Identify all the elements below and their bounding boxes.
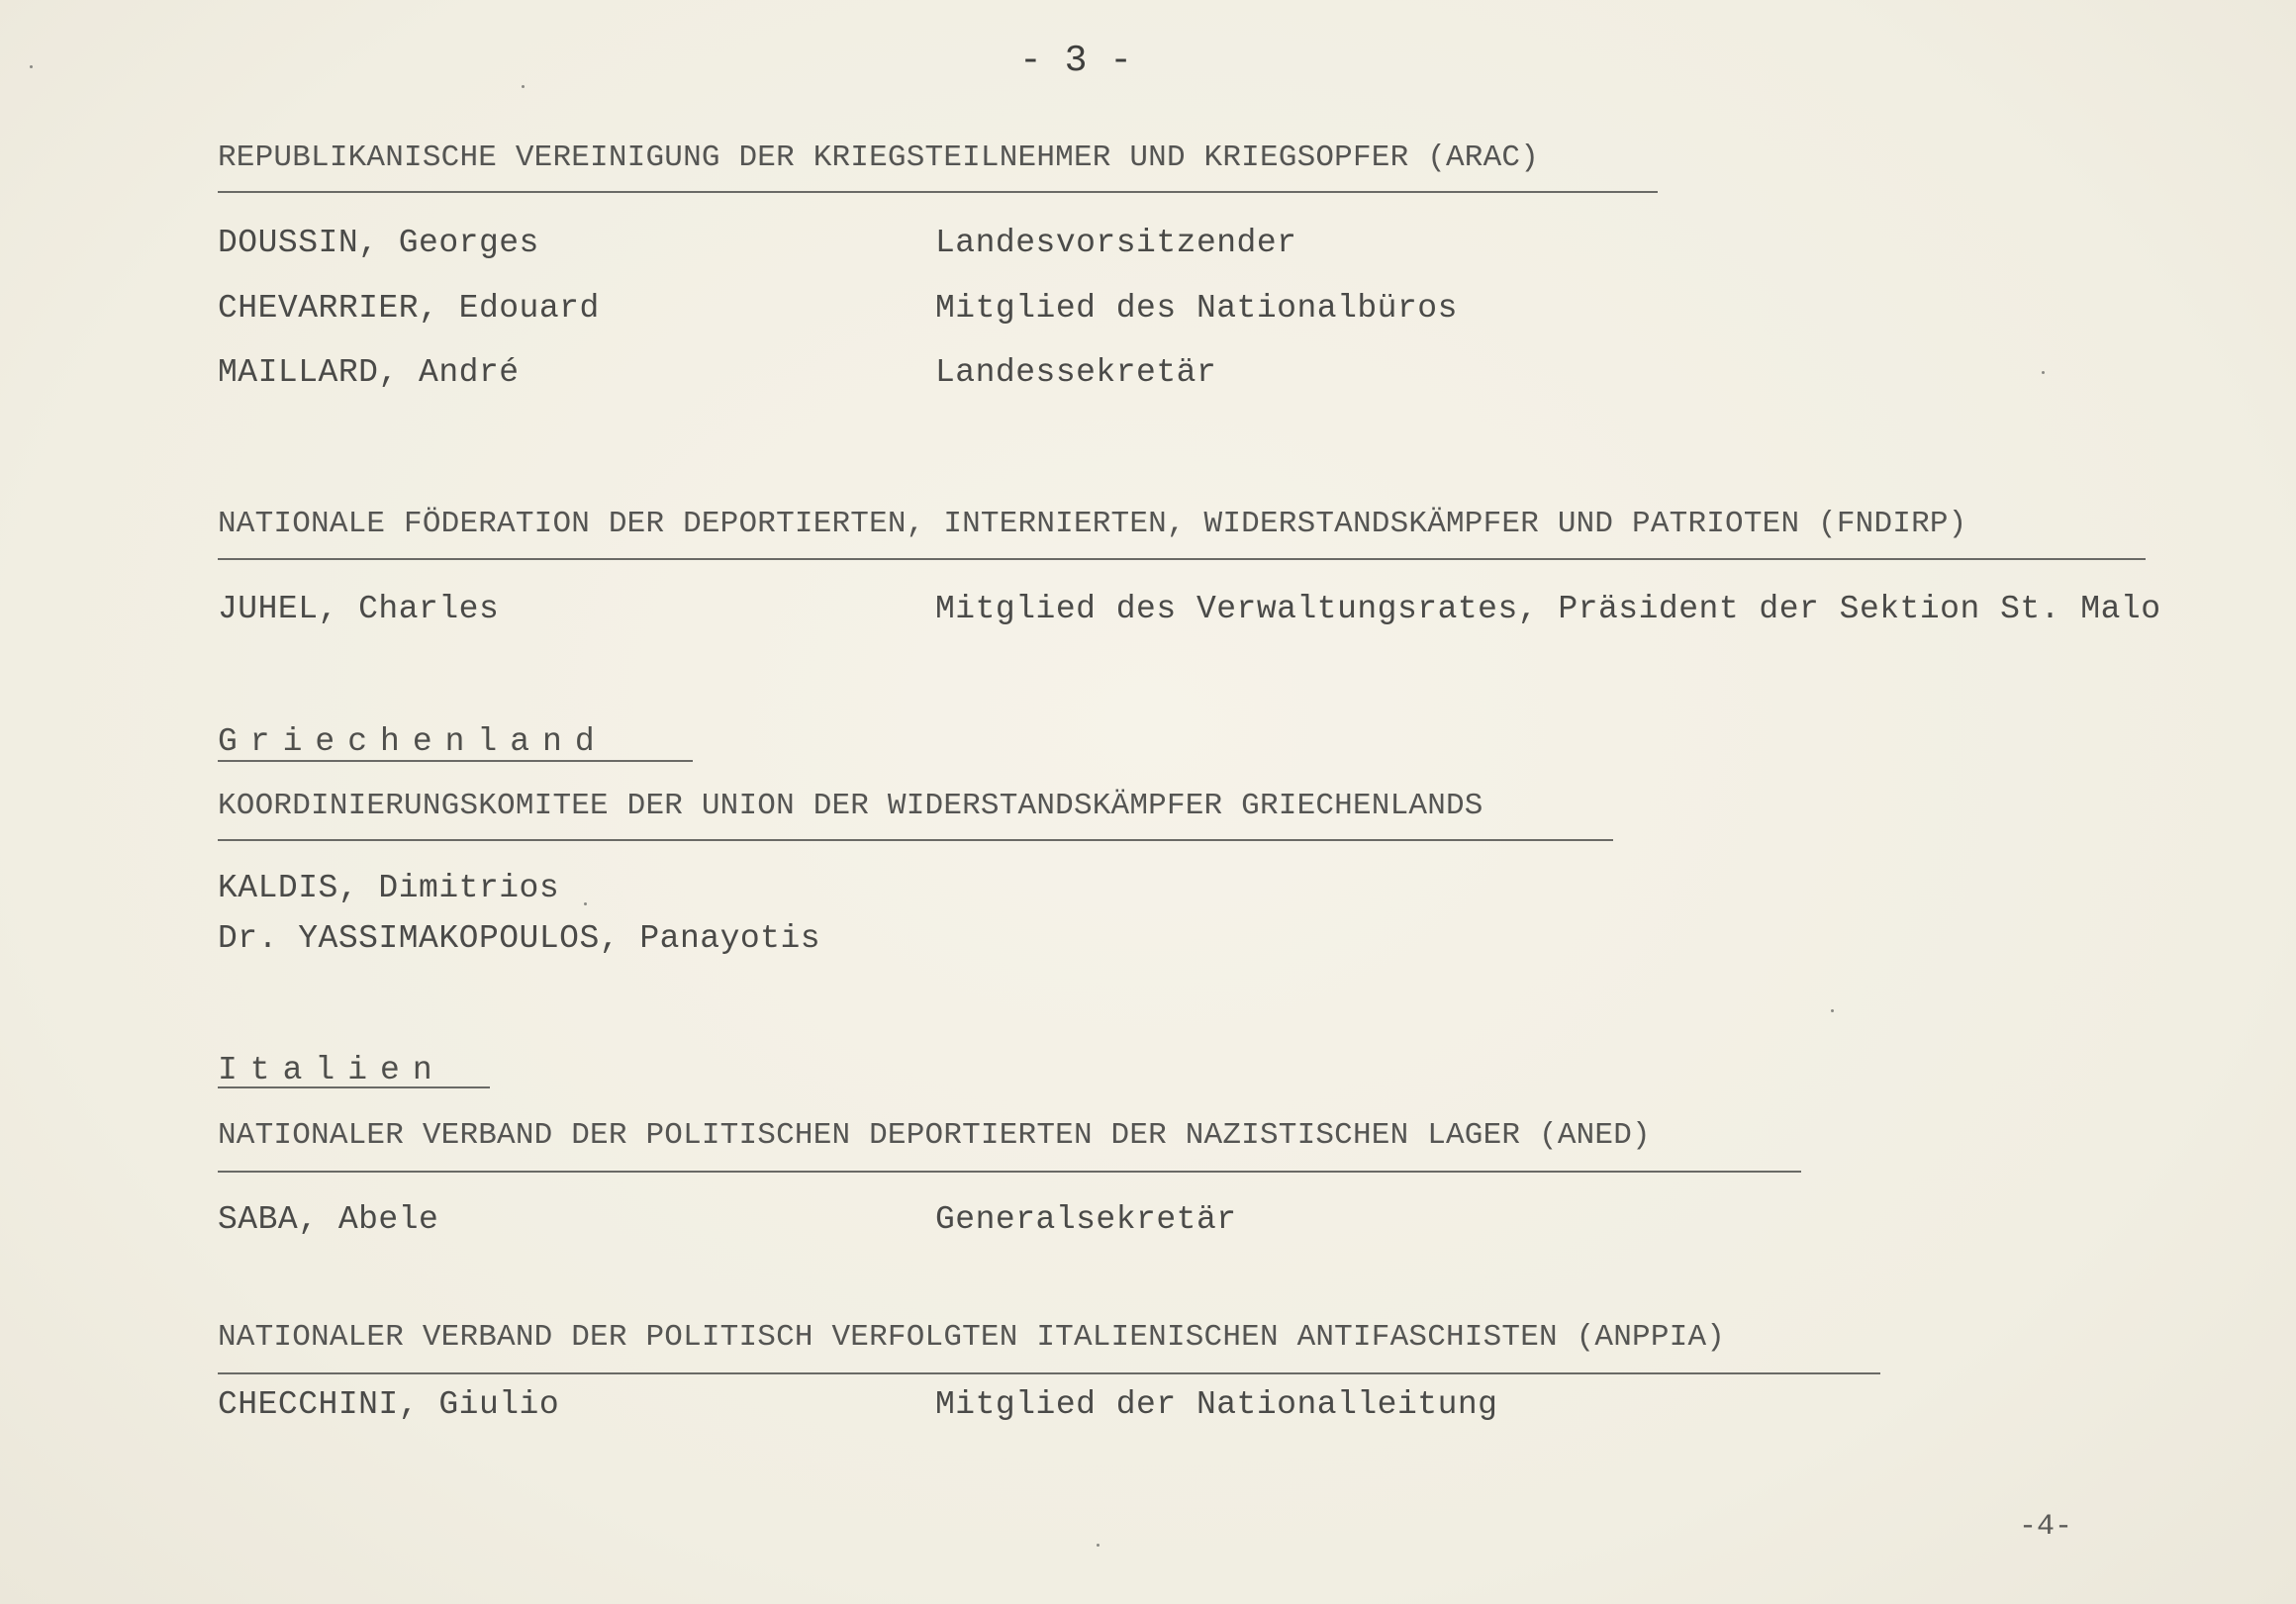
heading-underline bbox=[218, 191, 1658, 193]
paper-speck bbox=[1097, 1544, 1100, 1547]
country-heading-greece: Griechenland bbox=[218, 723, 608, 760]
section-heading-aned: NATIONALER VERBAND DER POLITISCHEN DEPORTIERTEN DER NAZISTISCHEN LAGER (ANED) bbox=[218, 1118, 1651, 1153]
heading-underline bbox=[218, 558, 2146, 560]
section-heading-arac: REPUBLIKANISCHE VEREINIGUNG DER KRIEGSTEILNEHMER UND KRIEGSOPFER (ARAC) bbox=[218, 141, 1540, 175]
paper-speck bbox=[1831, 1009, 1834, 1012]
paper-speck bbox=[584, 902, 587, 905]
paper-speck bbox=[30, 65, 33, 68]
section-heading-fndirp: NATIONALE FÖDERATION DER DEPORTIERTEN, INTERNIERTEN, WIDERSTANDSKÄMPFER UND PATRIOTEN (FNDIRP) bbox=[218, 507, 1967, 541]
country-underline bbox=[218, 1086, 490, 1088]
country-underline bbox=[218, 760, 693, 762]
member-name: JUHEL, Charles bbox=[218, 591, 500, 627]
member-role: Generalsekretär bbox=[935, 1201, 1237, 1238]
page-number: - 3 - bbox=[1019, 40, 1133, 82]
member-name: KALDIS, Dimitrios bbox=[218, 870, 560, 906]
member-name: MAILLARD, André bbox=[218, 354, 520, 391]
member-name: CHECCHINI, Giulio bbox=[218, 1386, 560, 1423]
section-heading-greece: KOORDINIERUNGSKOMITEE DER UNION DER WIDERSTANDSKÄMPFER GRIECHENLANDS bbox=[218, 789, 1483, 823]
section-heading-anppia: NATIONALER VERBAND DER POLITISCH VERFOLGTEN ITALIENISCHEN ANTIFASCHISTEN (ANPPIA) bbox=[218, 1320, 1726, 1355]
country-heading-italy: Italien bbox=[218, 1052, 445, 1088]
heading-underline bbox=[218, 1171, 1801, 1173]
member-name: CHEVARRIER, Edouard bbox=[218, 290, 600, 327]
member-role: Mitglied des Verwaltungsrates, Präsident der Sektion St. Malo bbox=[935, 591, 2161, 627]
member-role: Mitglied des Nationalbüros bbox=[935, 290, 1458, 327]
heading-underline bbox=[218, 1372, 1880, 1374]
member-name: Dr. YASSIMAKOPOULOS, Panayotis bbox=[218, 920, 821, 957]
member-role: Landessekretär bbox=[935, 354, 1217, 391]
next-page-marker: -4- bbox=[2019, 1510, 2073, 1544]
member-role: Landesvorsitzender bbox=[935, 225, 1297, 261]
member-name: SABA, Abele bbox=[218, 1201, 439, 1238]
member-name: DOUSSIN, Georges bbox=[218, 225, 539, 261]
paper-speck bbox=[2042, 371, 2045, 374]
member-role: Mitglied der Nationalleitung bbox=[935, 1386, 1498, 1423]
paper-speck bbox=[522, 85, 525, 88]
heading-underline bbox=[218, 839, 1613, 841]
